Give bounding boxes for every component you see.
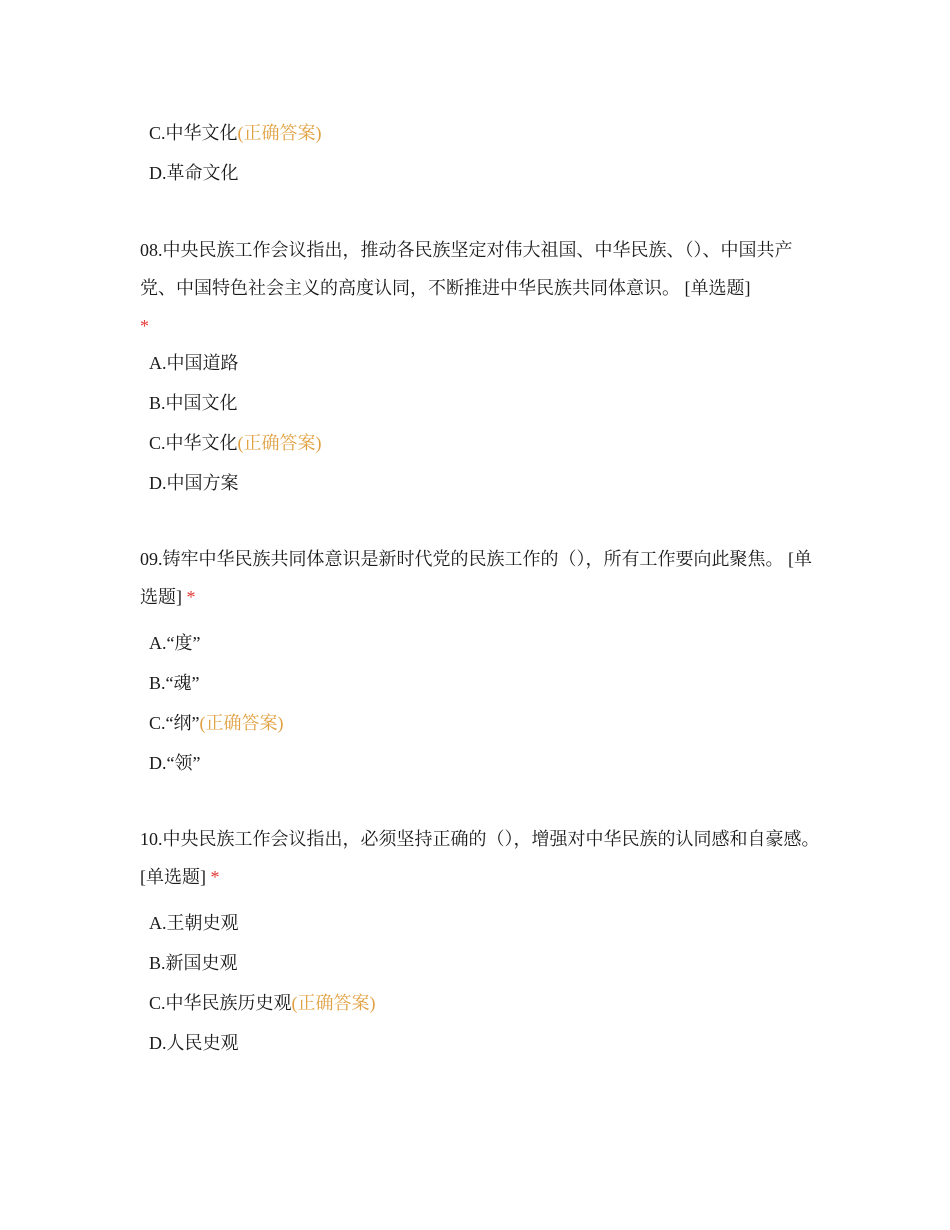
- required-mark: *: [140, 316, 149, 336]
- correct-answer-tag: (正确答案): [199, 713, 284, 733]
- option-label: C.中华民族历史观: [149, 993, 292, 1013]
- option-d: [149, 1031, 239, 1055]
- option-d: [149, 471, 239, 495]
- question-text: [140, 231, 820, 345]
- option-c: [149, 991, 376, 1015]
- option-label: C.中华文化: [149, 433, 238, 453]
- option-label: C.中华文化: [149, 123, 238, 143]
- option-label: A.王朝史观: [149, 913, 239, 933]
- option-label: B.中国文化: [149, 393, 238, 413]
- question-text: [140, 820, 820, 896]
- option-b: [149, 391, 238, 415]
- option-c: [149, 121, 322, 145]
- option-label: D.人民史观: [149, 1033, 239, 1053]
- required-mark: *: [210, 867, 220, 887]
- option-label: A.“度”: [149, 633, 201, 653]
- option-label: A.中国道路: [149, 353, 239, 373]
- option-c: [149, 711, 283, 735]
- option-label: D.中国方案: [149, 473, 239, 493]
- option-a: [149, 351, 239, 375]
- correct-answer-tag: (正确答案): [237, 433, 322, 453]
- option-label: B.新国史观: [149, 953, 238, 973]
- option-label: C.“纲”: [149, 713, 200, 733]
- option-label: D.“领”: [149, 753, 201, 773]
- question-body: 10.中央民族工作会议指出，必须坚持正确的（），增强对中华民族的认同感和自豪感。 [单选题]: [140, 829, 820, 887]
- option-b: [149, 951, 238, 975]
- option-a: [149, 631, 200, 655]
- correct-answer-tag: (正确答案): [237, 123, 322, 143]
- option-a: [149, 911, 239, 935]
- option-label: D.革命文化: [149, 163, 239, 183]
- question-text: [140, 540, 820, 616]
- option-label: B.“魂”: [149, 673, 200, 693]
- option-c: [149, 431, 322, 455]
- question-body: 08.中央民族工作会议指出，推动各民族坚定对伟大祖国、中华民族、（）、中国共产党、中国特色社会主义的高度认同，不断推进中华民族共同体意识。 [单选题]: [140, 240, 793, 298]
- correct-answer-tag: (正确答案): [291, 993, 376, 1013]
- option-d: [149, 751, 200, 775]
- option-d: [149, 161, 239, 185]
- question-body: 09.铸牢中华民族共同体意识是新时代党的民族工作的（），所有工作要向此聚焦。 [单选题]: [140, 549, 812, 607]
- option-b: [149, 671, 199, 695]
- required-mark: *: [186, 587, 196, 607]
